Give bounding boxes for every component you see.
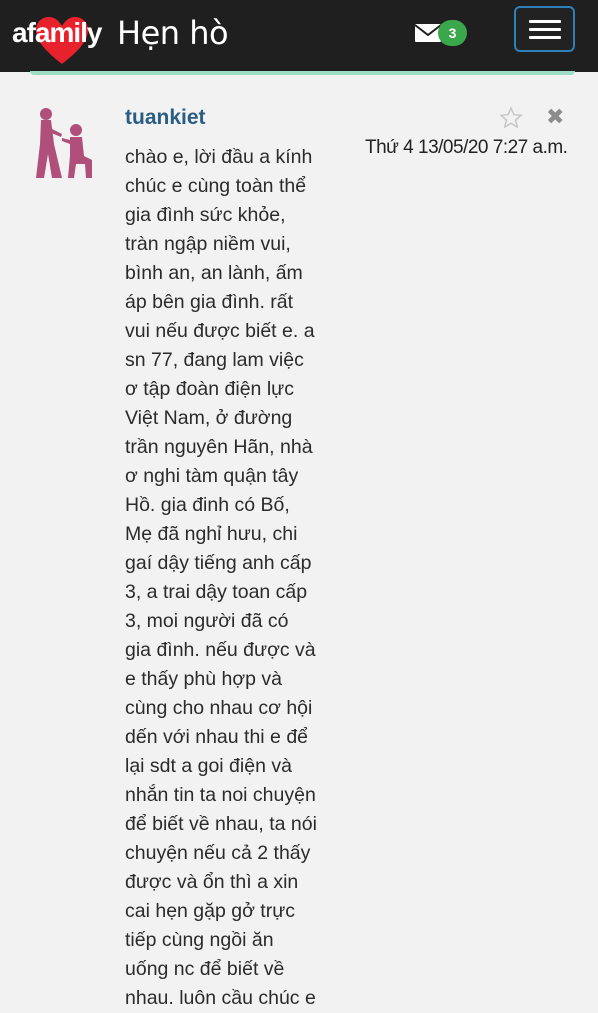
message-line: trần nguyên Hãn, nhà [125,436,313,458]
menu-bar-icon [529,28,561,31]
message-line: để biết về nhau, ta nói [125,813,317,835]
message-line: gaí dậy tiếng anh cấp [125,552,312,574]
afamily-watermark [12,8,102,58]
message-line: vui nếu được biết e. a [125,320,315,342]
watermark-text: afamily [12,17,102,48]
message-line: chào e, lời đầu a kính [125,146,313,168]
header-accent-line [30,71,575,75]
message-line: áp bên gia đình. rất [125,291,294,313]
message-line: được và ổn thì a xin [125,871,299,893]
top-navigation-bar [0,0,598,72]
brand-title[interactable]: Hẹn hò [117,14,229,52]
message-line: 3, a trai dậy toan cấp [125,581,308,603]
message-line: 3, moi người đã có [125,610,289,632]
message-line: tiếp cùng ngồi ăn [125,929,274,951]
message-timestamp: Thứ 4 13/05/20 7:27 a.m. [365,137,568,158]
message-line: e thấy phù hợp và [125,668,282,690]
hamburger-menu-button[interactable] [514,6,575,52]
message-line: gia đình. nếu được và [125,639,316,661]
message-line: dến với nhau thi e để [125,726,309,748]
message-line: tràn ngập niềm vui, [125,233,291,255]
message-line: ơ tập đoàn điện lực [125,378,294,400]
message-line: Việt Nam, ở đường [125,407,293,429]
message-line: sn 77, đang lam việc [125,349,304,371]
menu-bar-icon [529,36,561,39]
message-line: cai hẹn gặp gở trực [125,900,296,922]
message-line: ơ nghi tàm quận tây [125,465,299,487]
message-line: chúc e cùng toàn thể [125,175,307,197]
delete-close-icon[interactable]: ✖ [546,104,565,129]
message-body [125,143,340,1013]
message-line: bình an, an lành, ấm [125,262,303,284]
message-line: nhắn tin ta noi chuyện [125,784,316,806]
star-icon[interactable] [499,106,523,130]
message-line: nhau. luôn cầu chúc e [125,987,316,1009]
mail-count-badge[interactable]: 3 [438,20,467,46]
username-link[interactable]: tuankiet [125,106,206,129]
message-line: Hồ. gia đinh có Bố, [125,494,290,516]
message-line: gia đình sức khỏe, [125,204,286,226]
menu-bar-icon [529,20,561,23]
message-line: uống nc để biết về [125,958,285,980]
message-line: chuyện nếu cả 2 thấy [125,842,311,864]
proposal-couple-avatar-icon[interactable] [32,104,98,184]
message-line: Mẹ đã nghỉ hưu, chi [125,523,298,545]
message-line: cùng cho nhau cơ hội [125,697,313,719]
message-line: lại sdt a goi điện và [125,755,292,777]
